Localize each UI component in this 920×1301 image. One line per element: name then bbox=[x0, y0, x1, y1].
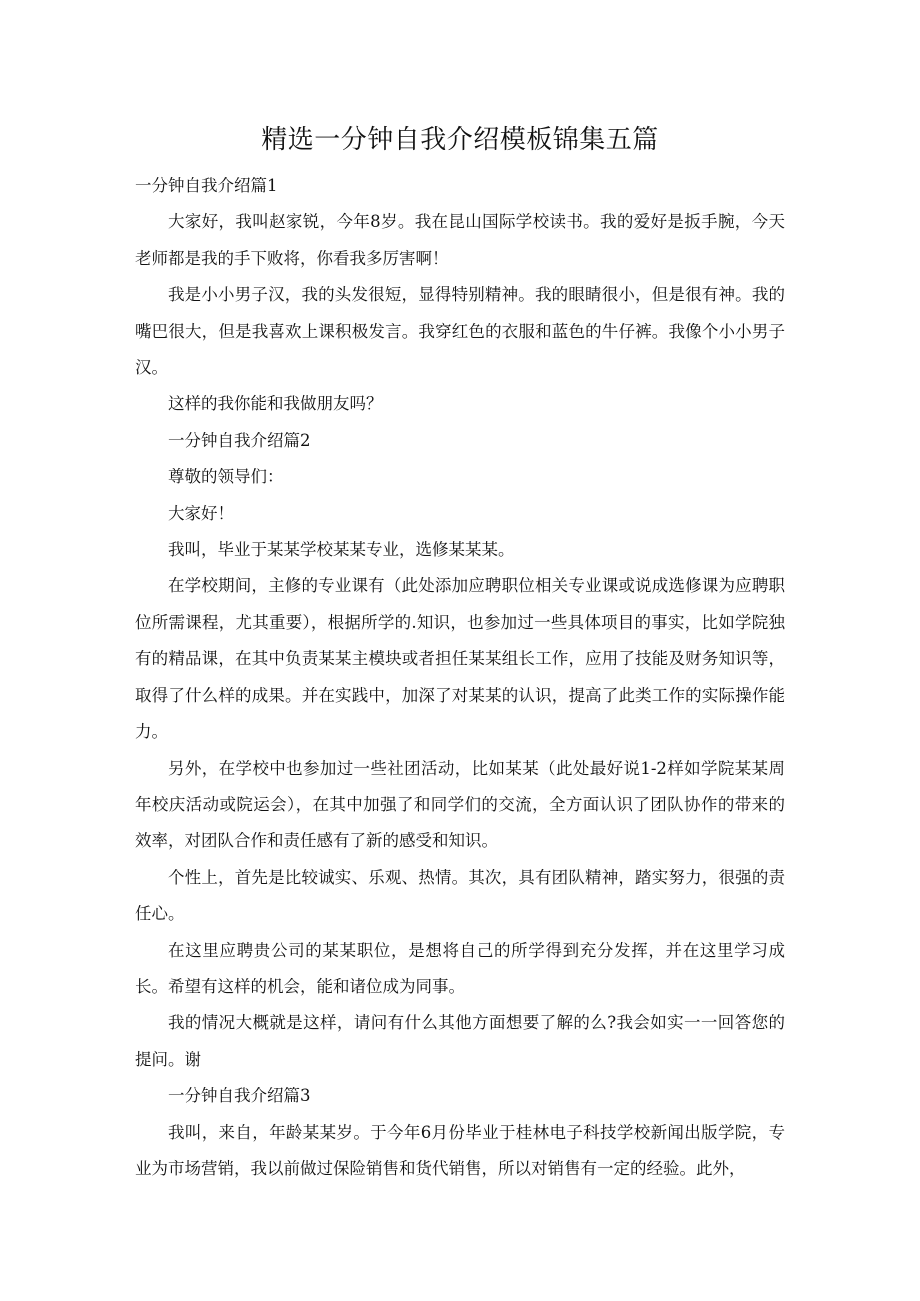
paragraph: 另外，在学校中也参加过一些社团活动，比如某某（此处最好说1-2样如学院某某周年校庆活动或院运会），在其中加强了和同学们的交流，全方面认识了团队协作的带来的效率，对团队合作和责任感有了新的感受和知识。 bbox=[135, 758, 785, 851]
section-heading-3: 一分钟自我介绍篇3 bbox=[168, 1086, 311, 1106]
paragraph: 大家好，我叫赵家锐，今年8岁。我在昆山国际学校读书。我的爱好是扳手腕，今天老师都是我的手下败将，你看我多厉害啊！ bbox=[135, 212, 785, 268]
paragraph: 在学校期间，主修的专业课有（此处添加应聘职位相关专业课或说成选修课为应聘职位所需课程，尤其重要），根据所学的.知识，也参加过一些具体项目的事实，比如学院独有的精品课，在其中负责某某主模块或者担任某某组长工作，应用了技能及财务知识等，取得了什么样的成果。并在实践中，加深了对某某的认识，提高了此类工作的实际操作能力。 bbox=[135, 576, 785, 742]
section-heading-1: 一分钟自我介绍篇1 bbox=[135, 176, 278, 195]
document-title: 精选一分钟自我介绍模板锦集五篇 bbox=[261, 125, 659, 155]
paragraph: 个性上，首先是比较诚实、乐观、热情。其次，具有团队精神，踏实努力，很强的责任心。 bbox=[135, 867, 785, 924]
paragraph: 这样的我你能和我做朋友吗？ bbox=[168, 394, 383, 414]
document-body bbox=[135, 168, 785, 1187]
section-heading-2: 一分钟自我介绍篇2 bbox=[168, 430, 311, 450]
paragraph: 在这里应聘贵公司的某某职位，是想将自己的所学得到充分发挥，并在这里学习成长。希望有这样的机会，能和诸位成为同事。 bbox=[135, 940, 785, 996]
paragraph: 我叫，毕业于某某学校某某专业，选修某某某。 bbox=[168, 540, 515, 560]
paragraph: 我的情况大概就是这样，请问有什么其他方面想要了解的么?我会如实一一回答您的提问。谢 bbox=[135, 1013, 785, 1069]
paragraph: 我是小小男子汉，我的头发很短，显得特别精神。我的眼睛很小，但是很有神。我的嘴巴很大，但是我喜欢上课积极发言。我穿红色的衣服和蓝色的牛仔裤。我像个小小男子汉。 bbox=[135, 285, 785, 378]
salutation: 尊敬的领导们： bbox=[168, 467, 284, 487]
greeting: 大家好！ bbox=[168, 503, 234, 523]
paragraph: 我叫，来自，年龄某某岁。于今年6月份毕业于桂林电子科技学校新闻出版学院，专业为市场营销，我以前做过保险销售和货代销售，所以对销售有一定的经验。此外， bbox=[135, 1122, 785, 1178]
